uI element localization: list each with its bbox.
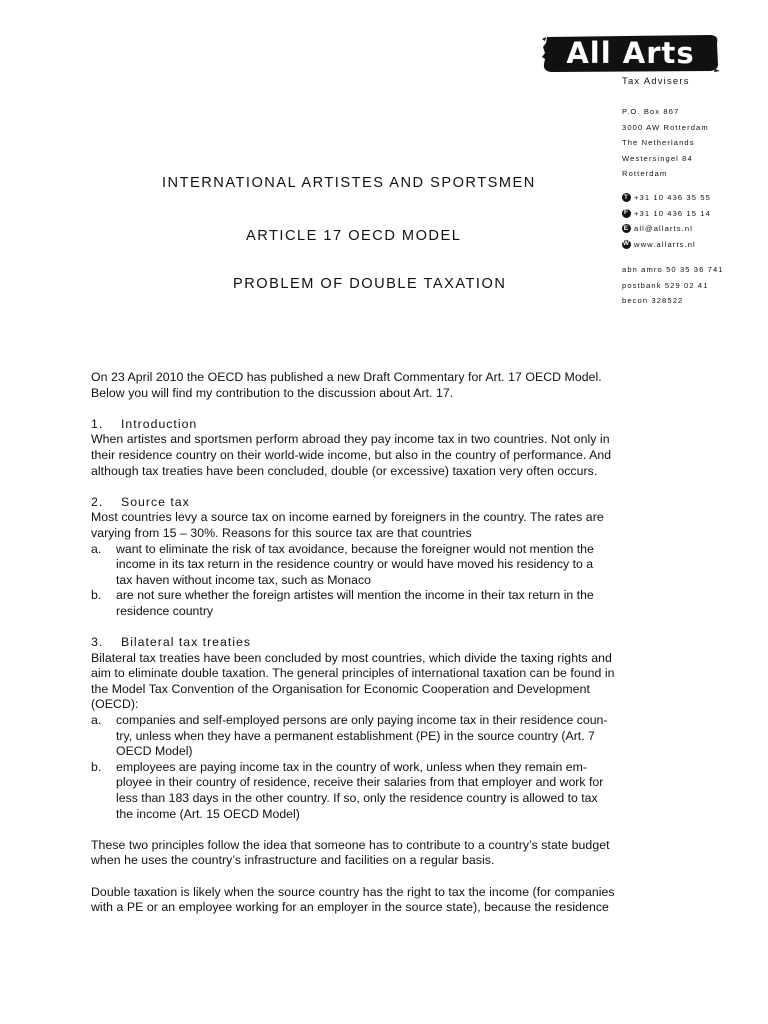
list-line: employees are paying income tax in the country of work, unless when they remain em- <box>116 759 587 774</box>
contact-email-text: all@allarts.nl <box>634 224 693 233</box>
intro-line: On 23 April 2010 the OECD has published a new Draft Commentary for Art. 17 OECD Model. <box>91 370 602 384</box>
address-block <box>622 104 709 182</box>
address-line: P.O. Box 867 <box>622 107 680 116</box>
web-icon: W <box>622 240 631 247</box>
phone-icon: T <box>623 193 630 201</box>
address-line: 3000 AW Rotterdam <box>622 122 709 132</box>
document-subtitle-problem: PROBLEM OF DOUBLE TAXATION <box>233 276 507 292</box>
list-line: ployee in their country of residence, receive their salaries from that employer and work for <box>116 775 604 790</box>
list-line: companies and self-employed persons are only paying income tax in their residence coun- <box>116 713 608 728</box>
list-label: a. <box>91 713 102 728</box>
list-line: the income (Art. 15 OECD Model) <box>116 806 300 821</box>
paragraph-line: When artistes and sportsmen perform abroad they pay income tax in two countries. Not only in <box>91 432 610 447</box>
paragraph-line: Bilateral tax treaties have been concluded by most countries, which divide the taxing rights and <box>91 650 612 665</box>
logo-text: All Arts <box>566 36 695 70</box>
contact-web <box>622 237 711 253</box>
all-arts-logo <box>541 33 720 73</box>
list-line: try, unless when they have a permanent establishment (PE) in the source country (Art. 7 <box>116 728 595 743</box>
list-line: OECD Model) <box>116 744 193 759</box>
contact-fax <box>622 206 711 222</box>
section-heading-bilateral-treaties <box>91 635 661 651</box>
paragraph-line: when he uses the country’s infrastructure and facilities on a regular basis. <box>91 853 495 868</box>
list-line: less than 183 days in the other country. If so, only the residence country is allowed to tax <box>116 791 598 806</box>
list-line: want to eliminate the risk of tax avoidance, because the foreigner would not mention the <box>116 541 594 556</box>
document-title: INTERNATIONAL ARTISTES AND SPORTSMEN <box>162 175 536 191</box>
paragraph-line: These two principles follow the idea that someone has to contribute to a country’s state budget <box>91 837 610 852</box>
paragraph-line: their residence country on their world-wide income, but also in the country of performance. And <box>91 447 612 462</box>
paragraph-line: varying from 15 – 30%. Reasons for this source tax are that countries <box>91 525 472 540</box>
bank-block <box>622 262 724 309</box>
list-label: b. <box>91 588 102 603</box>
paragraph-line: the Model Tax Convention of the Organisation for Economic Cooperation and Development <box>91 681 590 696</box>
contact-phone-text: +31 10 436 35 55 <box>634 193 711 202</box>
list-line: residence country <box>116 603 214 618</box>
paragraph-line: with a PE or an employee working for an employer in the source state), because the residence <box>91 900 609 915</box>
address-line: Westersingel 84 <box>622 153 693 163</box>
bank-line: postbank 529 02 41 <box>622 280 709 290</box>
address-line: The Netherlands <box>622 138 695 147</box>
section-number: 1. <box>91 416 104 431</box>
address-line: Rotterdam <box>622 169 668 178</box>
section-heading-source-tax <box>91 495 661 511</box>
list-item <box>91 760 661 822</box>
logo-subtitle: Tax Advisers <box>622 76 690 87</box>
contact-web-text: www.allarts.nl <box>634 239 696 249</box>
list-line: income in its tax return in the residence country or would have moved his residency to a <box>116 557 594 572</box>
bank-line: becon 328522 <box>622 296 684 305</box>
list-item <box>91 588 661 619</box>
section-heading-introduction <box>91 417 661 433</box>
email-icon: E <box>623 224 630 232</box>
document-body <box>91 370 661 916</box>
list-label: b. <box>91 759 102 774</box>
paragraph-line: although tax treaties have been concluded, double (or excessive) taxation very often occurs. <box>91 463 598 478</box>
section-number: 2. <box>91 494 104 509</box>
list-line: tax haven without income tax, such as Monaco <box>116 572 371 587</box>
section-title: Introduction <box>121 416 198 431</box>
paragraph-line: Double taxation is likely when the source country has the right to tax the income (for companies <box>91 884 615 899</box>
bank-line: abn amro 50 35 36 741 <box>622 265 724 274</box>
contact-phone <box>622 190 711 206</box>
section-number: 3. <box>91 635 104 650</box>
list-label: a. <box>91 541 102 556</box>
paragraph-line: (OECD): <box>91 697 139 712</box>
list-line: are not sure whether the foreign artistes will mention the income in their tax return in the <box>116 588 594 603</box>
section-title: Source tax <box>121 494 190 509</box>
document-subtitle-article: ARTICLE 17 OECD MODEL <box>246 228 462 244</box>
paragraph-line: Most countries levy a source tax on income earned by foreigners in the country. The rates are <box>91 510 604 525</box>
list-item <box>91 542 661 589</box>
intro-line: Below you will find my contribution to the discussion about Art. 17. <box>91 385 454 400</box>
fax-icon: F <box>623 209 630 216</box>
paragraph-line: aim to eliminate double taxation. The general principles of international taxation can be found in <box>91 666 615 681</box>
contact-fax-text: +31 10 436 15 14 <box>634 208 711 218</box>
list-item <box>91 713 661 760</box>
section-title: Bilateral tax treaties <box>121 635 251 650</box>
contact-block <box>622 190 711 252</box>
contact-email <box>622 221 711 237</box>
